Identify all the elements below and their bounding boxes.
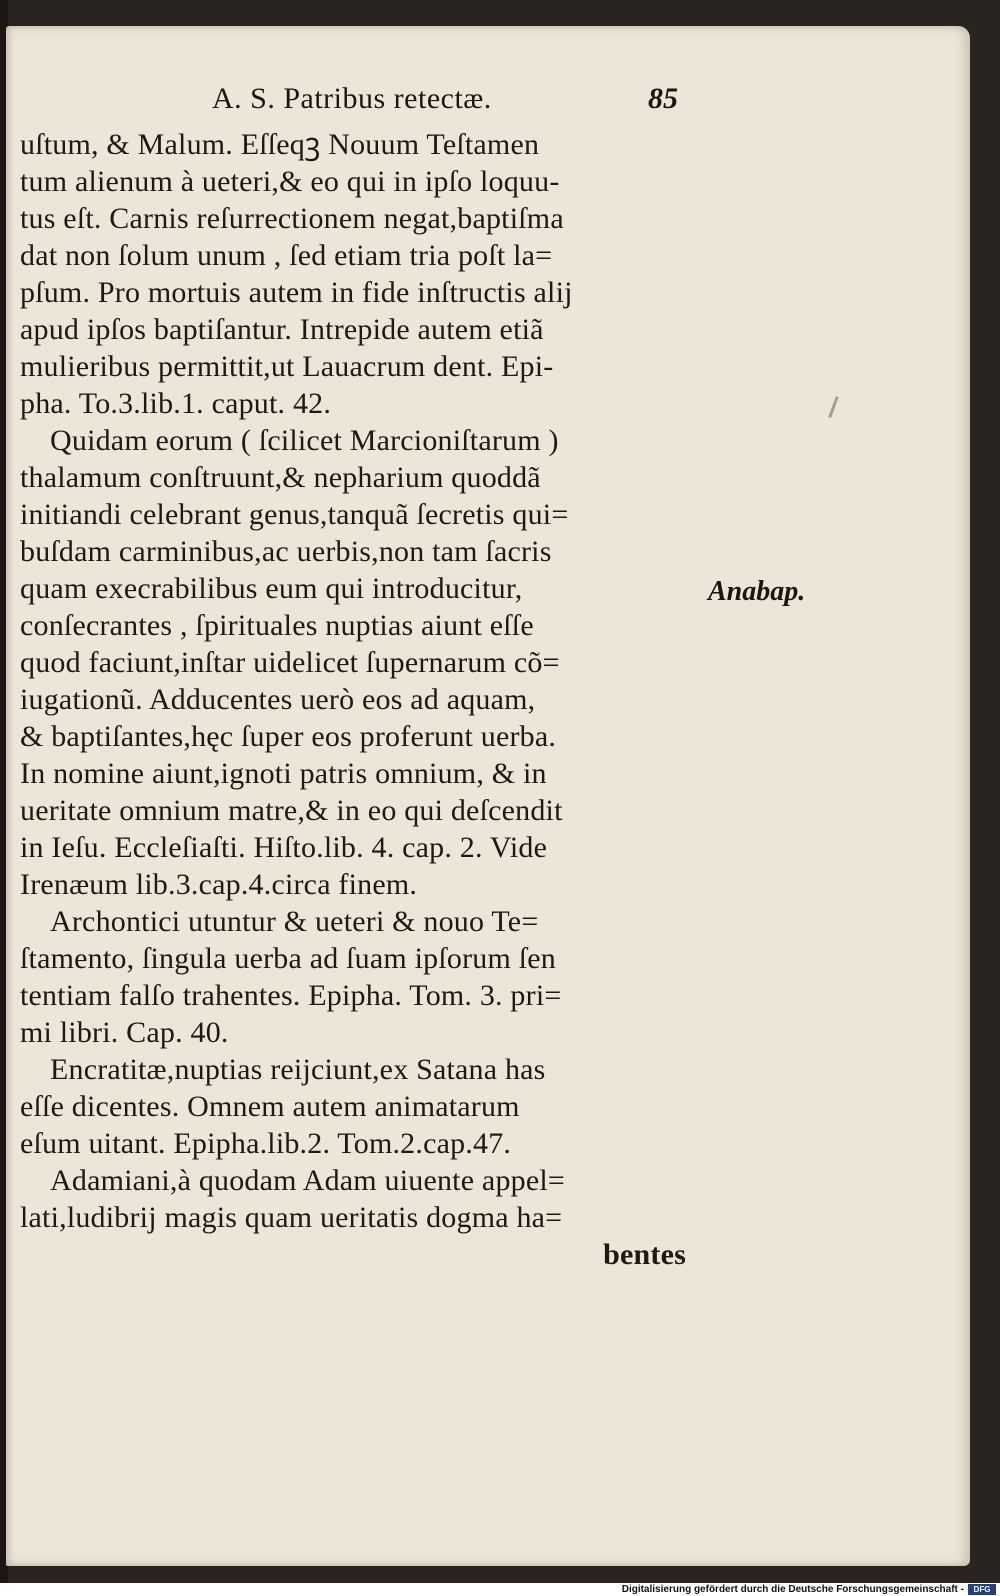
ink-mark: [828, 396, 838, 418]
text-line: uſtum, & Malum. Eſſeqꝫ Nouum Teſtamen: [20, 128, 540, 161]
page-header: [202, 82, 712, 122]
text-line: quam execrabilibus eum qui introducitur,: [20, 572, 523, 605]
text-line: mi libri. Cap. 40.: [20, 1016, 229, 1049]
text-line: apud ipſos baptiſantur. Intrepide autem etiã: [20, 313, 544, 346]
text-line: initiandi celebrant genus,tanquã ſecretis qui=: [20, 498, 569, 531]
text-line: Quidam eorum ( ſcilicet Marcioniſtarum ): [50, 424, 559, 457]
body-text: [20, 126, 700, 1273]
text-line: pſum. Pro mortuis autem in fide inſtructis alij: [20, 276, 573, 309]
text-line: dat non ſolum unum , ſed etiam tria poſt la=: [20, 239, 553, 272]
book-page: [6, 26, 970, 1566]
text-line: Adamiani,à quodam Adam uiuente appel=: [50, 1164, 566, 1197]
dfg-logo: DFG: [968, 1584, 996, 1595]
text-line: & baptiſantes,hęc ſuper eos proferunt uerba.: [20, 720, 557, 753]
text-line: ſtamento, ſingula uerba ad ſuam ipſorum ſen: [20, 942, 556, 975]
marginal-note: Anabap.: [708, 576, 806, 607]
text-line: ueritate omnium matre,& in eo qui deſcendit: [20, 794, 563, 827]
text-line: mulieribus permittit,ut Lauacrum dent. Epi-: [20, 350, 554, 383]
text-line: tus eſt. Carnis reſurrectionem negat,baptiſma: [20, 202, 564, 235]
text-line: in Ieſu. Eccleſiaſti. Hiſto.lib. 4. cap. 2. Vide: [20, 831, 548, 864]
running-title: A. S. Patribus retectæ.: [212, 82, 492, 115]
footer-bar: [0, 1583, 1000, 1596]
page-number: 85: [648, 82, 678, 115]
text-line: Irenæum lib.3.cap.4.circa finem.: [20, 868, 418, 901]
catchword: bentes: [603, 1238, 686, 1271]
text-line: tum alienum à ueteri,& eo qui in ipſo loquu-: [20, 165, 560, 198]
text-line: Archontici utuntur & ueteri & nouo Te=: [50, 905, 539, 938]
funding-credit: Digitalisierung gefördert durch die Deutsche Forschungsgemeinschaft -: [621, 1584, 964, 1595]
text-line: Encratitæ,nuptias reijciunt,ex Satana has: [50, 1053, 546, 1086]
text-line: tentiam falſo trahentes. Epipha. Tom. 3. pri=: [20, 979, 562, 1012]
text-line: In nomine aiunt,ignoti patris omnium, & in: [20, 757, 547, 790]
text-line: quod faciunt,inſtar uidelicet ſupernarum cõ=: [20, 646, 560, 679]
text-line: conſecrantes , ſpirituales nuptias aiunt eſſe: [20, 609, 534, 642]
text-line: buſdam carminibus,ac uerbis,non tam ſacris: [20, 535, 552, 568]
text-line: lati,ludibrij magis quam ueritatis dogma ha=: [20, 1201, 563, 1234]
text-line: iugationũ. Adducentes uerò eos ad aquam,: [20, 683, 536, 716]
text-line: pha. To.3.lib.1. caput. 42.: [20, 387, 332, 420]
text-line: eſum uitant. Epipha.lib.2. Tom.2.cap.47.: [20, 1127, 512, 1160]
text-line: eſſe dicentes. Omnem autem animatarum: [20, 1090, 520, 1123]
text-line: thalamum conſtruunt,& nepharium quoddã: [20, 461, 541, 494]
